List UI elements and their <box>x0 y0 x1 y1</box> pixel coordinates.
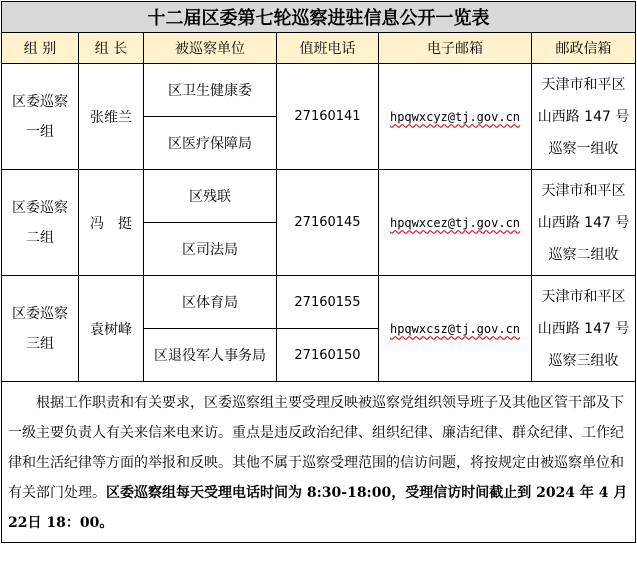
phone-cell: 27160155 <box>277 276 379 329</box>
group-name-line1: 区委巡察 <box>12 305 68 322</box>
unit-cell: 区残联 <box>144 170 277 223</box>
group-name-line1: 区委巡察 <box>12 93 68 110</box>
post-line: 巡察三组收 <box>548 352 619 369</box>
email-link[interactable]: hpqwxcsz@tj.gov.cn <box>389 321 521 336</box>
phone-cell: 27160145 <box>277 170 379 276</box>
note-bold-text: 区委巡察组每天受理电话时间为 8:30-18:00，受理信访时间截止到 2024 年 4 月 22日 18：00。 <box>8 485 628 531</box>
table-title: 十二届区委第七轮巡察进驻信息公开一览表 <box>2 2 636 33</box>
group-name-cell <box>2 276 79 382</box>
leader-cell: 冯 挺 <box>79 170 144 276</box>
header-post: 邮政信箱 <box>532 33 636 64</box>
post-cell <box>532 64 636 170</box>
header-group: 组 别 <box>2 33 79 64</box>
unit-cell: 区卫生健康委 <box>144 64 277 117</box>
info-table-container <box>1 1 635 543</box>
post-line: 山西路 147 号 <box>537 214 630 231</box>
post-cell <box>532 170 636 276</box>
post-line: 天津市和平区 <box>541 288 626 305</box>
post-line: 天津市和平区 <box>541 76 626 93</box>
email-cell <box>379 170 532 276</box>
unit-cell: 区体育局 <box>144 276 277 329</box>
header-row <box>2 33 636 64</box>
note-cell <box>2 382 636 543</box>
unit-cell: 区退役军人事务局 <box>144 329 277 382</box>
group-name-line1: 区委巡察 <box>12 199 68 216</box>
group-name-line2: 三组 <box>26 335 54 352</box>
email-cell <box>379 64 532 170</box>
table-row <box>2 64 636 117</box>
post-line: 天津市和平区 <box>541 182 626 199</box>
header-unit: 被巡察单位 <box>144 33 277 64</box>
info-table <box>1 1 636 543</box>
table-row <box>2 170 636 223</box>
group-name-line2: 一组 <box>26 123 54 140</box>
note-text: 根据工作职责和有关要求，区委巡察组主要受理反映被巡察党组织领导班子及其他区管干部及下一级主要负责人有关来信来电来访。重点是违反政治纪律、组织纪律、廉洁纪律、群众纪律、工作纪律和生活纪律等方面的举报和反映。其他不属于巡察受理范围的信访问题，将按规定由被巡察单位和有关部门处理。 <box>8 395 624 501</box>
phone-cell: 27160150 <box>277 329 379 382</box>
post-line: 巡察一组收 <box>548 140 619 157</box>
header-phone: 值班电话 <box>277 33 379 64</box>
note-row <box>2 382 636 543</box>
email-link[interactable]: hpqwxcyz@tj.gov.cn <box>389 109 521 124</box>
post-line: 山西路 147 号 <box>537 320 630 337</box>
unit-cell: 区医疗保障局 <box>144 117 277 170</box>
header-leader: 组 长 <box>79 33 144 64</box>
post-line: 巡察二组收 <box>548 246 619 263</box>
post-cell <box>532 276 636 382</box>
group-name-cell <box>2 64 79 170</box>
table-row <box>2 276 636 329</box>
post-line: 山西路 147 号 <box>537 108 630 125</box>
unit-cell: 区司法局 <box>144 223 277 276</box>
group-name-line2: 二组 <box>26 229 54 246</box>
leader-cell: 袁树峰 <box>79 276 144 382</box>
header-email: 电子邮箱 <box>379 33 532 64</box>
phone-cell: 27160141 <box>277 64 379 170</box>
email-link[interactable]: hpqwxcez@tj.gov.cn <box>389 215 521 230</box>
email-cell <box>379 276 532 382</box>
leader-cell: 张维兰 <box>79 64 144 170</box>
group-name-cell <box>2 170 79 276</box>
